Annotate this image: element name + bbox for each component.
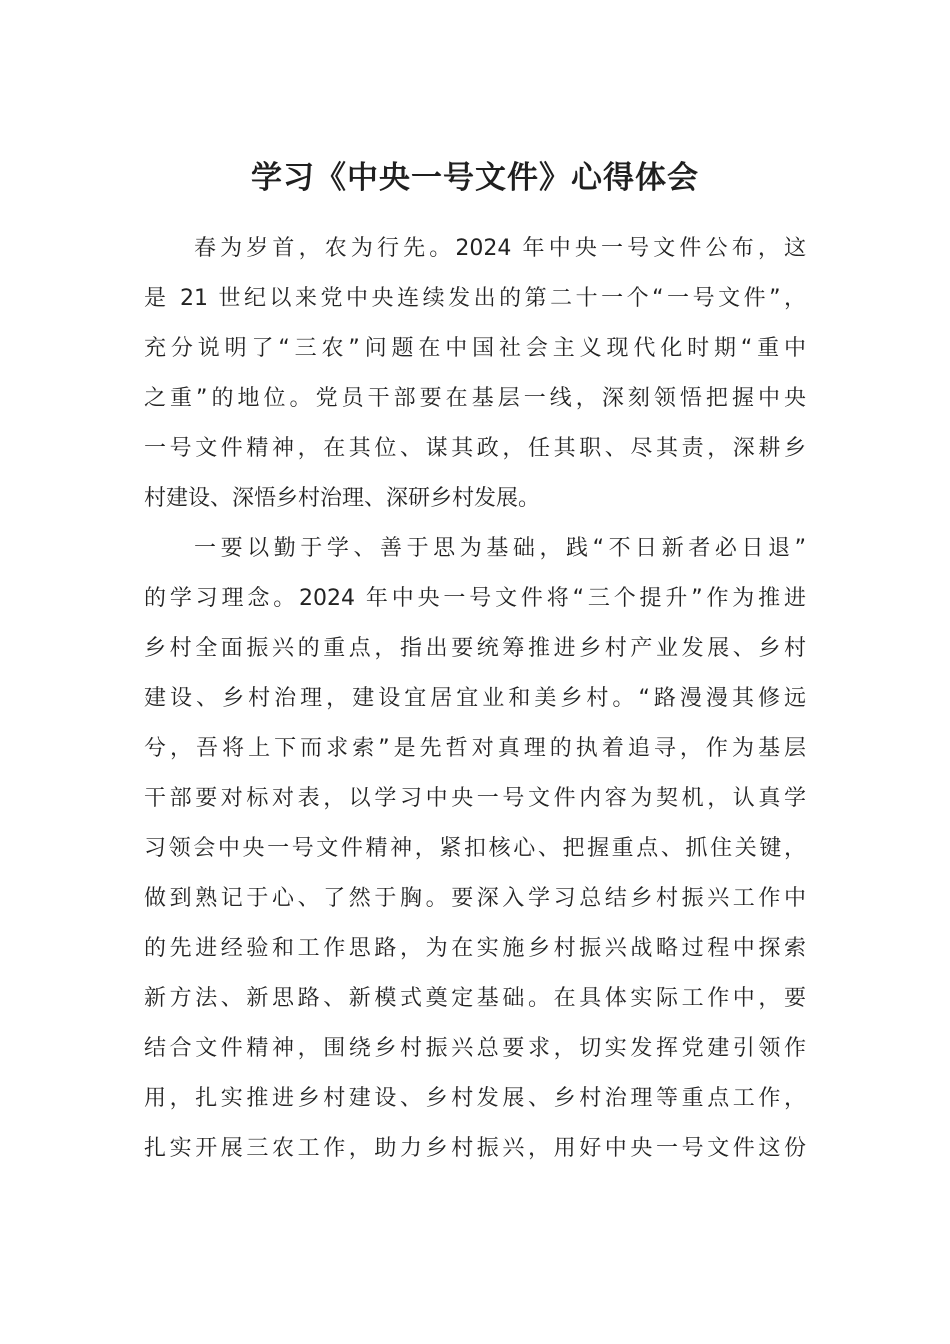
text-line: 春为岁首，农为行先。2024 年中央一号文件公布，这 <box>194 236 806 261</box>
text-line: 结合文件精神，围绕乡村振兴总要求，切实发挥党建引领作 <box>144 1036 806 1061</box>
text-line: 的先进经验和工作思路，为在实施乡村振兴战略过程中探索 <box>144 936 806 961</box>
text-line: 扎实开展三农工作，助力乡村振兴，用好中央一号文件这份 <box>144 1136 806 1161</box>
text-line: 习领会中央一号文件精神，紧扣核心、把握重点、抓住关键， <box>144 836 806 861</box>
text-line: 的学习理念。2024 年中央一号文件将“三个提升”作为推进 <box>144 586 806 611</box>
text-line: 兮，吾将上下而求索”是先哲对真理的执着追寻，作为基层 <box>144 736 806 761</box>
text-line: 干部要对标对表，以学习中央一号文件内容为契机，认真学 <box>144 786 806 811</box>
paragraph-1 <box>144 224 806 524</box>
text-line: 一号文件精神，在其位、谋其政，任其职、尽其责，深耕乡 <box>144 436 806 461</box>
text-line: 新方法、新思路、新模式奠定基础。在具体实际工作中，要 <box>144 986 806 1011</box>
text-line: 一要以勤于学、善于思为基础，践“不日新者必日退” <box>194 536 806 561</box>
text-line: 建设、乡村治理，建设宜居宜业和美乡村。“路漫漫其修远 <box>144 686 806 711</box>
text-line: 用，扎实推进乡村建设、乡村发展、乡村治理等重点工作， <box>144 1086 806 1111</box>
text-line: 之重”的地位。党员干部要在基层一线，深刻领悟把握中央 <box>144 386 806 411</box>
document-title: 学习《中央一号文件》心得体会 <box>251 160 699 196</box>
text-line: 充分说明了“三农”问题在中国社会主义现代化时期“重中 <box>144 336 806 361</box>
text-line: 做到熟记于心、了然于胸。要深入学习总结乡村振兴工作中 <box>144 886 806 911</box>
text-line: 是 21 世纪以来党中央连续发出的第二十一个“一号文件”， <box>144 286 806 311</box>
text-line: 乡村全面振兴的重点，指出要统筹推进乡村产业发展、乡村 <box>144 636 806 661</box>
text-line: 村建设、深悟乡村治理、深研乡村发展。 <box>144 486 541 511</box>
paragraph-2 <box>144 524 806 1174</box>
document-body <box>144 224 806 1174</box>
